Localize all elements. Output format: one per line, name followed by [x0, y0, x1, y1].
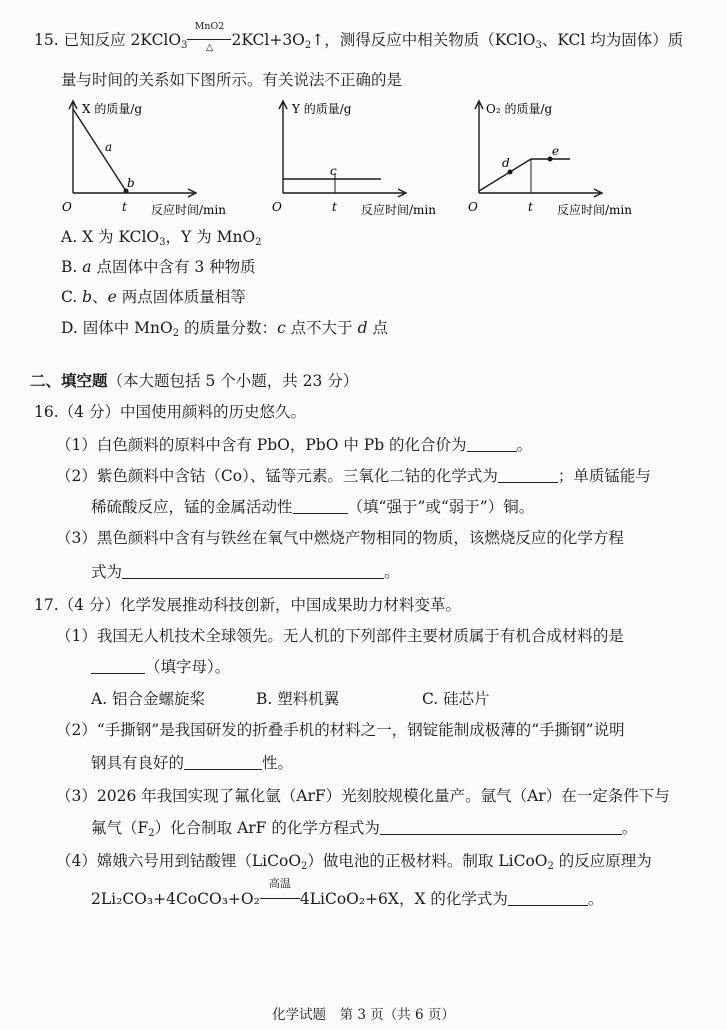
graph-o2-mass: [462, 97, 652, 219]
q17-part2: （2）“手撕钢”是我国研发的折叠手机的材料之一，钢锭能制成极薄的“手撕钢”说明: [56, 721, 625, 739]
graph-x-mass: [56, 97, 246, 219]
q15-option-c: C. b、e 两点固体质量相等: [61, 288, 246, 306]
q16-part1: （1）白色颜料的原料中含有 PbO，PbO 中 Pb 的化合价为 。: [56, 436, 533, 454]
q17-part3-line2: 氟气$(F_2)$化合制取 ArF 的化学方程式为 。: [91, 819, 638, 839]
graph2-xlabel: 反应时间/min: [361, 203, 436, 217]
q17-part1: （1）我国无人机技术全球领先。无人机的下列部件主要材质属于有机合成材料的是: [56, 627, 624, 645]
q17-part4: （4）嫦娥六号用到钴酸锂（LiCoO$_2$）做电池的正极材料。制取 LiCoO$_2$ 的反应原理为: [56, 852, 652, 872]
graph1-t: t: [122, 200, 127, 214]
graph2-origin: O: [272, 200, 282, 214]
graph3-point-e: e: [552, 144, 560, 158]
q15-option-a: A. X 为 KClO$_3$，Y 为 MnO$_2$: [61, 228, 262, 248]
answer-blank[interactable]: [498, 468, 558, 483]
q16-part3-line2: 式为 。: [91, 563, 400, 581]
answer-blank[interactable]: [122, 564, 384, 579]
graph3-point-d: d: [502, 156, 510, 170]
q15-option-b: B. a 点固体中含有 3 种物质: [61, 258, 256, 276]
answer-blank[interactable]: [467, 437, 517, 452]
reaction-condition: 高温: [260, 889, 300, 909]
graph3-ylabel: O₂ 的质量/g: [486, 102, 553, 116]
q15-option-d: D. 固体中 MnO$_2$ 的质量分数：c 点不大于 d 点: [61, 319, 388, 339]
answer-blank[interactable]: [293, 499, 348, 514]
q17-part2-line2: 钢具有良好的 性。: [91, 754, 294, 772]
graph1-origin: O: [62, 200, 72, 214]
q15-number: 15.: [34, 31, 59, 49]
page-footer: 化学试题 第 3 页（共 6 页）: [272, 1007, 455, 1023]
graph2-point-c: c: [330, 164, 337, 178]
answer-blank[interactable]: [91, 659, 145, 674]
q15-stem-line1: 15. 已知反应 2KClO$_3$ MnO2 △ $2KCl+3O_2↑$，测得反应中相关物质（KClO$_3$、KCl 均为固体）质: [34, 21, 684, 53]
answer-blank[interactable]: [380, 820, 622, 835]
section-title: 二、填空题（本大题包括 5 个小题，共 23 分）: [30, 372, 359, 390]
reaction-condition: MnO2 △: [187, 30, 231, 50]
graph3-origin: O: [468, 200, 478, 214]
q17-part1-line2: （填字母）。: [91, 657, 230, 677]
graph2-ylabel: Y 的质量/g: [292, 102, 352, 116]
answer-blank[interactable]: [184, 755, 262, 770]
graph-y-mass: [266, 97, 456, 219]
q16-part2: （2）紫色颜料中含钴（Co）、锰等元素。三氧化二钴的化学式为 ；单质锰能与: [56, 467, 651, 485]
graph3-xlabel: 反应时间/min: [557, 203, 632, 217]
graph1-point-a: a: [105, 140, 113, 154]
graph2-t: t: [332, 200, 337, 214]
q17-option-c: C. 硅芯片: [422, 690, 490, 708]
answer-blank[interactable]: [508, 891, 588, 906]
q17-part4-equation: 2Li₂CO₃+4CoCO₃+O₂ 高温 4LiCoO₂+6X，X 的化学式为 。: [91, 877, 604, 908]
graph1-ylabel: X 的质量/g: [82, 102, 143, 116]
q15-stem-line2: 量与时间的关系如下图所示。有关说法不正确的是: [61, 71, 403, 89]
graph1-xlabel: 反应时间/min: [151, 203, 226, 217]
q16-part3: （3）黑色颜料中含有与铁丝在氧气中燃烧产物相同的物质，该燃烧反应的化学方程: [56, 529, 624, 547]
q16-part2-line2: 稀硫酸反应，锰的金属活动性 （填“强于”或“弱于”）铜。: [91, 498, 535, 516]
q17-part3: （3）2026 年我国实现了氟化氩（ArF）光刻胶规模化量产。氩气（Ar）在一定条件下与: [56, 787, 670, 805]
point-d-marker: [508, 170, 513, 175]
graph1-point-b: b: [127, 176, 135, 190]
q17-option-b: B. 塑料机翼: [256, 690, 340, 708]
q16-stem: 16.（4 分）中国使用颜料的历史悠久。: [34, 403, 306, 421]
q17-stem: 17.（4 分）化学发展推动科技创新，中国成果助力材料变革。: [34, 596, 461, 614]
graph3-t: t: [528, 200, 533, 214]
q17-option-a: A. 铝合金螺旋桨: [91, 690, 206, 708]
